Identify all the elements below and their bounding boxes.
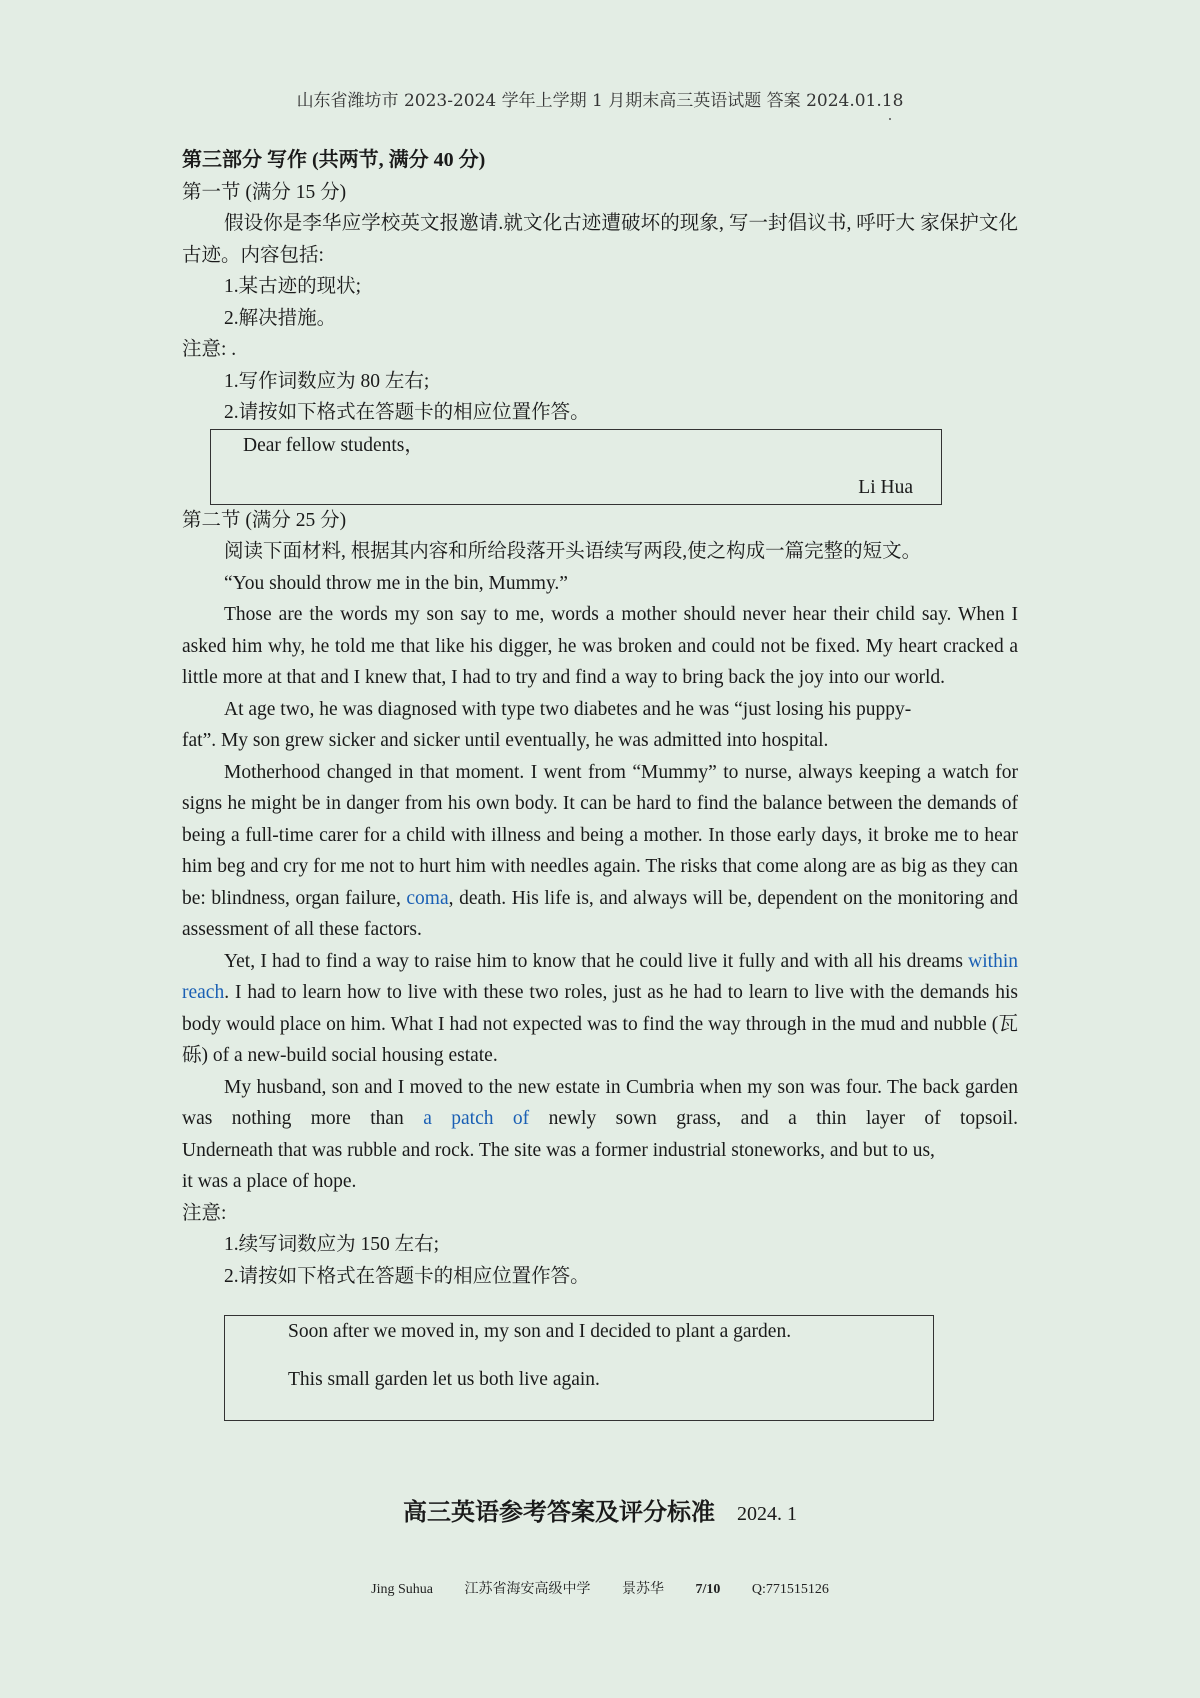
section1-note: 1.写作词数应为 80 左右;	[224, 370, 430, 392]
footer-author: Jing Suhua	[371, 1582, 433, 1597]
footer-school: 江苏省海安高级中学	[464, 1582, 591, 1597]
speck	[889, 118, 891, 120]
text-run: , death. His life is, and always will be, dependent on the monitoring and assessment of all these factors.	[182, 887, 1018, 940]
footer-qq: Q:771515126	[751, 1582, 829, 1597]
section2-note: 2.请按如下格式在答题卡的相应位置作答。	[224, 1265, 590, 1287]
part-title: 第三部分 写作 (共两节, 满分 40 分)	[182, 149, 486, 171]
story-paragraph-4	[182, 946, 1018, 1072]
story-paragraph-5-line3: it was a place of hope.	[182, 1171, 357, 1192]
section1-prompt: 假设你是李华应学校英文报邀请.就文化古迹遭破坏的现象, 写一封倡议书, 呼吁大 家保护文化古迹。内容包括:	[182, 213, 1018, 266]
document-body	[182, 145, 1018, 1421]
answer-year: 2024. 1	[737, 1503, 797, 1525]
section1-title: 第一节 (满分 15 分)	[182, 181, 347, 203]
letter-signature: Li Hua	[858, 477, 913, 498]
story-paragraph-3	[182, 757, 1018, 946]
continuation-opening-2: This small garden let us both live again.	[288, 1369, 600, 1390]
story-paragraph-5	[182, 1072, 1018, 1135]
section2-title: 第二节 (满分 25 分)	[182, 509, 347, 531]
section1-note: 2.请按如下格式在答题卡的相应位置作答。	[224, 402, 590, 423]
footer-page-number: 7/10	[695, 1582, 721, 1597]
footer-author-cn: 景苏华	[621, 1582, 664, 1597]
section2-note: 1.续写词数应为 150 左右;	[224, 1234, 440, 1255]
text-run: My husband, son and I moved to the new estate in Cumbria when my son was four. The back garden was nothing more than	[182, 1076, 1018, 1129]
highlighted-word: coma	[406, 887, 449, 909]
section2-intro: 阅读下面材料, 根据其内容和所给段落开头语续写两段,使之构成一篇完整的短文。	[224, 541, 922, 562]
section1-item: 1.某古迹的现状;	[224, 276, 362, 297]
text-run: . I had to learn how to live with these two roles, just as he had to learn to live with the demands his body would place on him. What I had not expected was to find the way through in the mud and nubble (瓦砾) of a new-build social housing estate.	[182, 982, 1018, 1066]
continuation-opening-1: Soon after we moved in, my son and I decided to plant a garden.	[288, 1321, 792, 1342]
letter-format-box	[210, 429, 942, 505]
answer-title-text: 高三英语参考答案及评分标准	[403, 1500, 715, 1526]
highlighted-phrase: within reach	[182, 950, 1018, 1003]
section1-notes-title: 注意: .	[182, 339, 237, 360]
page-header: 山东省潍坊市 2023-2024 学年上学期 1 月期末高三英语试题 答案 2024.01.18	[296, 91, 904, 111]
text-run: newly sown grass, and a thin layer of topsoil.	[529, 1108, 1018, 1129]
section1-item: 2.解决措施。	[224, 307, 337, 329]
story-paragraph-5-line2: Underneath that was rubble and rock. The site was a former industrial stoneworks, and but to us,	[182, 1139, 935, 1161]
text-run: Yet, I had to find a way to raise him to know that he could live it fully and with all his dreams	[224, 950, 969, 972]
page-footer	[0, 1578, 1200, 1598]
text-run: Motherhood changed in that moment. I went from “Mummy” to nurse, always keeping a watch for signs he might be in danger from his own body. It can be hard to find the balance between the demands of being a full-time carer for a child with illness and being a mother. In those early days, it broke me to hear him beg and cry for me not to hurt him with needles again. The risks that come along are as big as they can be: blindness, organ failure,	[182, 761, 1018, 909]
story-quote: “You should throw me in the bin, Mummy.”	[224, 572, 568, 594]
story-paragraph-2-line1: At age two, he was diagnosed with type two diabetes and he was “just losing his puppy-	[224, 698, 912, 720]
story-paragraph-2-line2: fat”. My son grew sicker and sicker until eventually, he was admitted into hospital.	[182, 730, 829, 751]
answer-section-title	[0, 1492, 1200, 1527]
story-paragraph-1: Those are the words my son say to me, words a mother should never hear their child say. When I asked him why, he told me that like his digger, he was broken and could not be fixed. My heart cracked a little more at that and I knew that, I had to try and find a way to bring back the joy into our world.	[182, 604, 1018, 688]
section2-notes-title: 注意:	[182, 1202, 227, 1224]
highlighted-phrase: a patch of	[423, 1108, 530, 1129]
continuation-format-box	[224, 1315, 934, 1421]
letter-greeting: Dear fellow students，	[243, 434, 424, 456]
